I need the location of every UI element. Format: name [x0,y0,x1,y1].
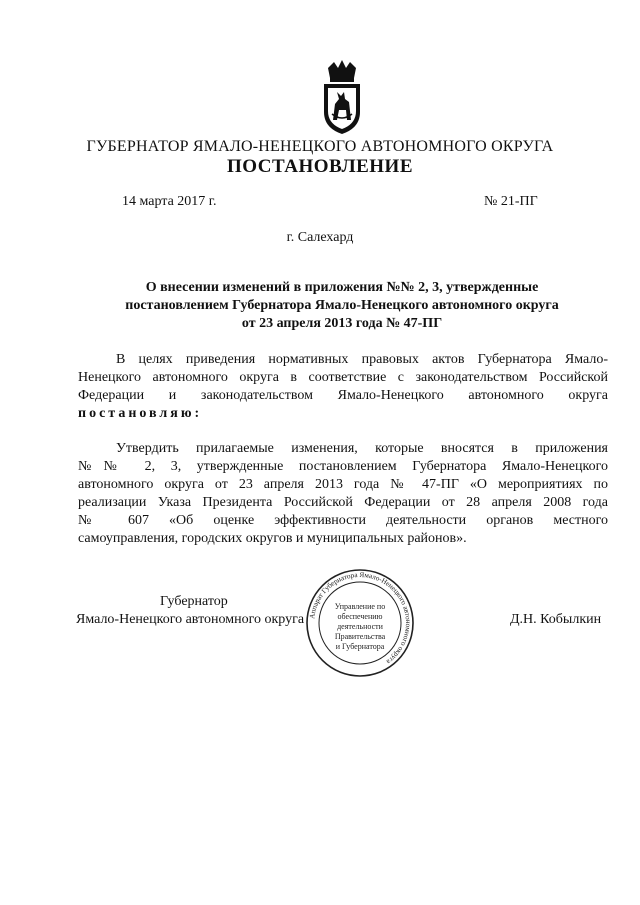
stamp-ring-text: Аппарат Губернатора Ямало-Ненецкого автономного округа [308,570,413,666]
resolution-paragraph [78,440,608,548]
stamp-line: Управление по [334,602,386,611]
title-line: постановлением Губернатора Ямало-Ненецкого автономного округа [125,298,559,313]
signatory-title: Губернатор [160,594,228,609]
document-title [72,279,612,333]
stamp-line: обеспечению [337,612,383,621]
document-date: 14 марта 2017 г. [122,194,217,209]
preamble-line: Ненецкого автономного округа в соответствие с законодательством Российской [78,370,608,385]
signatory-name: Д.Н. Кобылкин [510,612,602,627]
stamp-line: и Губернатора [335,642,385,651]
preamble-line: В целях приведения нормативных правовых актов Губернатора Ямало- [116,352,608,367]
stamp-inner-text [317,602,403,652]
resolution-line: № 607 «Об оценке эффективности деятельности органов местного [78,513,608,528]
preamble-paragraph [78,351,608,423]
resolution-line: Утвердить прилагаемые изменения, которые вносятся в приложения [116,441,608,456]
decree-word: постановляю: [78,406,203,421]
document-type: ПОСТАНОВЛЕНИЕ [226,156,414,177]
document-number: № 21-ПГ [484,194,538,209]
issuing-authority: ГУБЕРНАТОР ЯМАЛО-НЕНЕЦКОГО АВТОНОМНОГО ОКРУГА [86,138,554,155]
title-line: от 23 апреля 2013 года № 47-ПГ [241,316,443,331]
preamble-line: Федерации и законодательством Ямало-Ненецкого автономного округа [78,388,608,403]
resolution-line: №№ 2, 3, утвержденные постановлением Губернатора Ямало-Ненецкого [78,459,608,474]
signatory-region: Ямало-Ненецкого автономного округа [76,612,305,627]
stamp-line: деятельности [337,622,383,631]
resolution-line: самоуправления, городских округов и муниципальных районов». [78,531,467,546]
resolution-line: автономного округа от 23 апреля 2013 года № 47-ПГ «О мероприятиях по [78,477,608,492]
stamp-line: Правительства [334,632,386,641]
yamal-coat-of-arms-icon [316,58,368,138]
document-place: г. Салехард [286,230,354,245]
title-line: О внесении изменений в приложения №№ 2, 3, утвержденные [145,280,539,295]
resolution-line: реализации Указа Президента Российской Федерации от 28 апреля 2008 года [78,495,608,510]
